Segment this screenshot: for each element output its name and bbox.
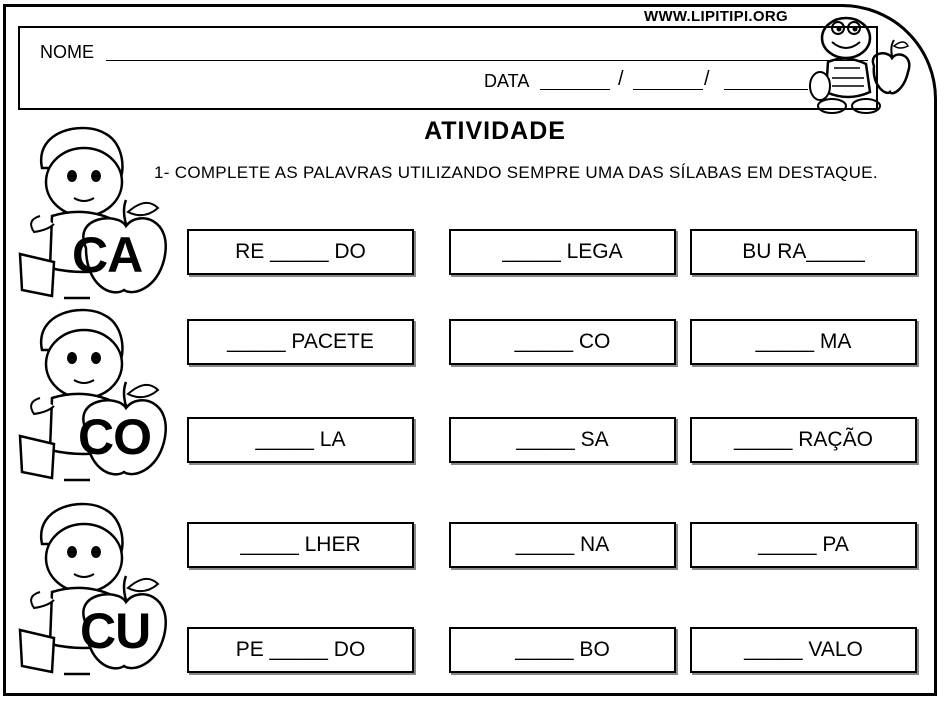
- name-label: NOME: [40, 42, 94, 62]
- word-box[interactable]: _____ LA: [187, 417, 414, 463]
- word-box[interactable]: _____ PA: [690, 522, 917, 568]
- syllable-cu: CU: [80, 603, 151, 659]
- word-box[interactable]: PE _____ DO: [187, 627, 414, 673]
- date-separator: /: [704, 68, 710, 90]
- word-box[interactable]: RE _____ DO: [187, 229, 414, 275]
- word-box[interactable]: _____ VALO: [690, 627, 917, 673]
- word-box[interactable]: _____ NA: [449, 522, 676, 568]
- word-box[interactable]: _____ PACETE: [187, 319, 414, 365]
- date-separator: /: [618, 68, 624, 90]
- word-box[interactable]: _____ LHER: [187, 522, 414, 568]
- name-field[interactable]: [106, 60, 868, 61]
- date-label: DATA: [484, 71, 530, 91]
- date-year-field[interactable]: [724, 89, 808, 90]
- word-box[interactable]: _____ MA: [690, 319, 917, 365]
- word-box[interactable]: _____ BO: [449, 627, 676, 673]
- word-box[interactable]: _____ SA: [449, 417, 676, 463]
- page-title: ATIVIDADE: [424, 117, 566, 145]
- instruction-text: 1- COMPLETE AS PALAVRAS UTILIZANDO SEMPRE UMA DAS SÍLABAS EM DESTAQUE.: [154, 163, 878, 182]
- site-url: WWW.LIPITIPI.ORG: [644, 8, 788, 25]
- date-month-field[interactable]: [633, 89, 703, 90]
- student-info-box: [18, 26, 878, 110]
- word-box[interactable]: _____ LEGA: [449, 229, 676, 275]
- word-box[interactable]: BU RA_____: [690, 229, 917, 275]
- syllable-ca: CA: [72, 227, 143, 283]
- word-box[interactable]: _____ CO: [449, 319, 676, 365]
- syllable-co: CO: [78, 409, 151, 465]
- date-day-field[interactable]: [540, 89, 610, 90]
- word-box[interactable]: _____ RAÇÃO: [690, 417, 917, 463]
